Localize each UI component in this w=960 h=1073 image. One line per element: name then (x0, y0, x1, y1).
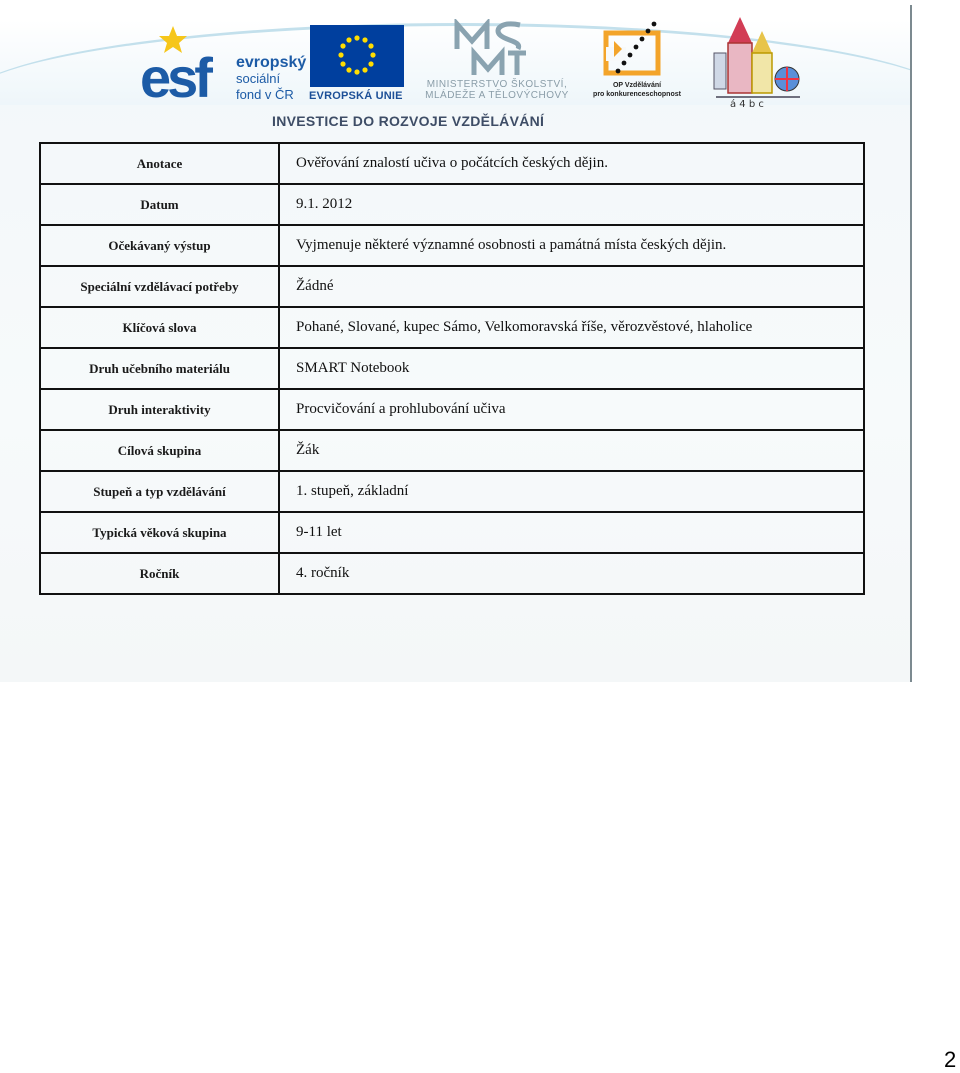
msmt-caption-line-1: MINISTERSTVO ŠKOLSTVÍ, (426, 79, 568, 90)
table-row (40, 389, 864, 430)
row-label: Typická věková skupina (40, 512, 279, 553)
row-value: 1. stupeň, základní (279, 471, 864, 512)
slide (0, 5, 910, 682)
table-row (40, 553, 864, 594)
op-logo (598, 19, 668, 81)
table-row (40, 143, 864, 184)
row-value: 4. ročník (279, 553, 864, 594)
row-label: Anotace (40, 143, 279, 184)
table-row (40, 512, 864, 553)
table-row (40, 266, 864, 307)
table-row (40, 430, 864, 471)
table-row (40, 471, 864, 512)
row-label: Klíčová slova (40, 307, 279, 348)
table-row (40, 184, 864, 225)
table-row (40, 307, 864, 348)
row-value: Vyjmenuje některé významné osobnosti a památná místa českých dějin. (279, 225, 864, 266)
eu-caption: EVROPSKÁ UNIE (309, 90, 403, 102)
row-label: Druh interaktivity (40, 389, 279, 430)
esf-letters: esf (140, 46, 209, 109)
row-label: Cílová skupina (40, 430, 279, 471)
eu-flag (310, 25, 404, 87)
esf-logo (140, 23, 307, 109)
table-row (40, 225, 864, 266)
msmt-caption-line-2: MLÁDEŽE A TĚLOVÝCHOVY (425, 90, 569, 101)
row-value: 9.1. 2012 (279, 184, 864, 225)
op-caption (582, 81, 692, 99)
esf-line-3: fond v ČR (236, 87, 294, 102)
row-label: Stupeň a typ vzdělávání (40, 471, 279, 512)
row-label: Datum (40, 184, 279, 225)
row-label: Speciální vzdělávací potřeby (40, 266, 279, 307)
row-value: Ověřování znalostí učiva o počátcích českých dějin. (279, 143, 864, 184)
slide-right-border (910, 5, 912, 682)
row-label: Druh učebního materiálu (40, 348, 279, 389)
msmt-caption (412, 79, 582, 101)
row-value: Žák (279, 430, 864, 471)
row-value: Žádné (279, 266, 864, 307)
table-row (40, 348, 864, 389)
esf-text (236, 55, 316, 103)
esf-line-1: evropský (236, 54, 307, 71)
row-value: Pohané, Slované, kupec Sámo, Velkomoravská říše, věrozvěstové, hlaholice (279, 307, 864, 348)
tagline: INVESTICE DO ROZVOJE VZDĚLÁVÁNÍ (272, 113, 545, 129)
svg-text:á 4 b c: á 4 b c (730, 99, 764, 109)
op-subtitle: pro konkurenceschopnost (593, 91, 681, 98)
row-label: Ročník (40, 553, 279, 594)
school-illustration (710, 9, 805, 109)
esf-line-2: sociální (236, 71, 281, 86)
row-label: Očekávaný výstup (40, 225, 279, 266)
msmt-logo (452, 19, 532, 79)
metadata-table (39, 142, 865, 595)
op-title: OP Vzdělávání (612, 82, 662, 89)
row-value: SMART Notebook (279, 348, 864, 389)
row-value: 9-11 let (279, 512, 864, 553)
page-number: 2 (944, 1047, 957, 1072)
row-value: Procvičování a prohlubování učiva (279, 389, 864, 430)
eu-stars-icon (310, 25, 404, 87)
header-banner (0, 5, 910, 109)
